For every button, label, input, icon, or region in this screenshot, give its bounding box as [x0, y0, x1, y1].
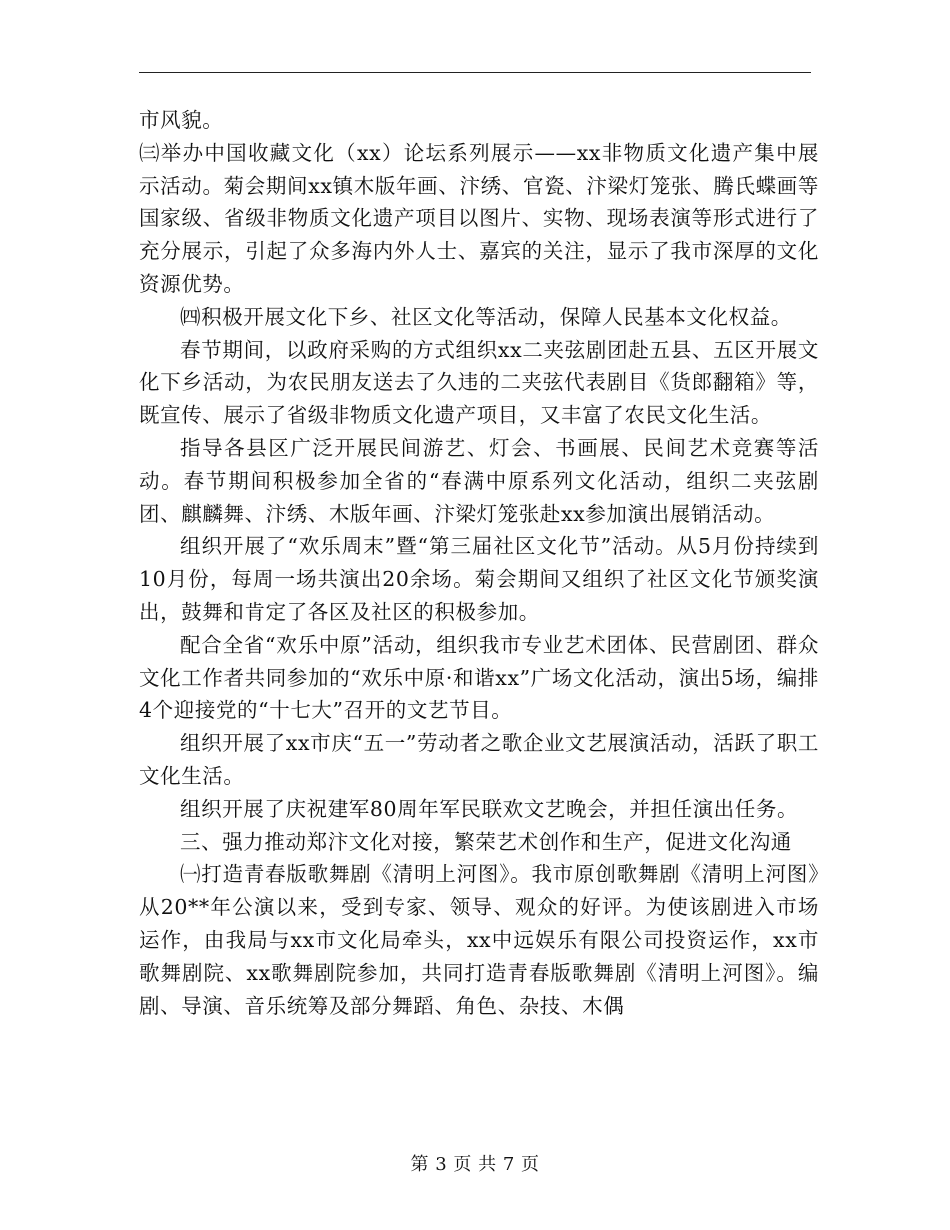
- document-body: [139, 104, 819, 1022]
- paragraph-6: 组织开展了“欢乐周末”暨“第三届社区文化节”活动。从5月份持续到10月份，每周一场共演出20余场。菊会期间又组织了社区文化节颁奖演出，鼓舞和肯定了各区及社区的积极参加。: [139, 534, 819, 624]
- paragraph-2: ㈢举办中国收藏文化（xx）论坛系列展示——xx非物质文化遗产集中展示活动。菊会期间xx镇木版年画、汴绣、官瓷、汴梁灯笼张、腾氏蝶画等国家级、省级非物质文化遗产项目以图片、实物、现场表演等形式进行了充分展示，引起了众多海内外人士、嘉宾的关注，显示了我市深厚的文化资源优势。: [139, 140, 819, 296]
- paragraph-7: 配合全省“欢乐中原”活动，组织我市专业艺术团体、民营剧团、群众文化工作者共同参加的“欢乐中原·和谐xx”广场文化活动，演出5场，编排4个迎接党的“十七大”召开的文艺节目。: [139, 632, 819, 723]
- page-number: 第 3 页 共 7 页: [410, 1154, 540, 1175]
- paragraph-5: 指导各县区广泛开展民间游艺、灯会、书画展、民间艺术竞赛等活动。春节期间积极参加全省的“春满中原系列文化活动，组织二夹弦剧团、麒麟舞、汴绣、木版年画、汴梁灯笼张赴xx参加演出展销活动。: [139, 435, 819, 526]
- paragraph-3: ㈣积极开展文化下乡、社区文化等活动，保障人民基本文化权益。: [180, 304, 792, 329]
- paragraph-1: 市风貌。: [139, 108, 224, 132]
- header-rule: [139, 72, 811, 73]
- paragraph-4: 春节期间，以政府采购的方式组织xx二夹弦剧团赴五县、五区开展文化下乡活动，为农民朋友送去了久违的二夹弦代表剧目《货郎翻箱》等，既宣传、展示了省级非物质文化遗产项目，又丰富了农民文化生活。: [139, 337, 819, 428]
- paragraph-8: 组织开展了xx市庆“五一”劳动者之歌企业文艺展演活动，活跃了职工文化生活。: [139, 731, 819, 788]
- paragraph-9: 组织开展了庆祝建军80周年军民联欢文艺晚会，并担任演出任务。: [180, 796, 799, 821]
- paragraph-10: 三、强力推动郑汴文化对接，繁荣艺术创作和生产，促进文化沟通: [180, 829, 792, 854]
- paragraph-11: ㈠打造青春版歌舞剧《清明上河图》。我市原创歌舞剧《清明上河图》从20**年公演以来，受到专家、领导、观众的好评。为使该剧进入市场运作，由我局与xx市文化局牵头，xx中远娱乐有限公司投资运作，xx市歌舞剧院、xx歌舞剧院参加，共同打造青春版歌舞剧《清明上河图》。编剧、导演、音乐统筹及部分舞蹈、角色、杂技、木偶: [139, 862, 819, 1018]
